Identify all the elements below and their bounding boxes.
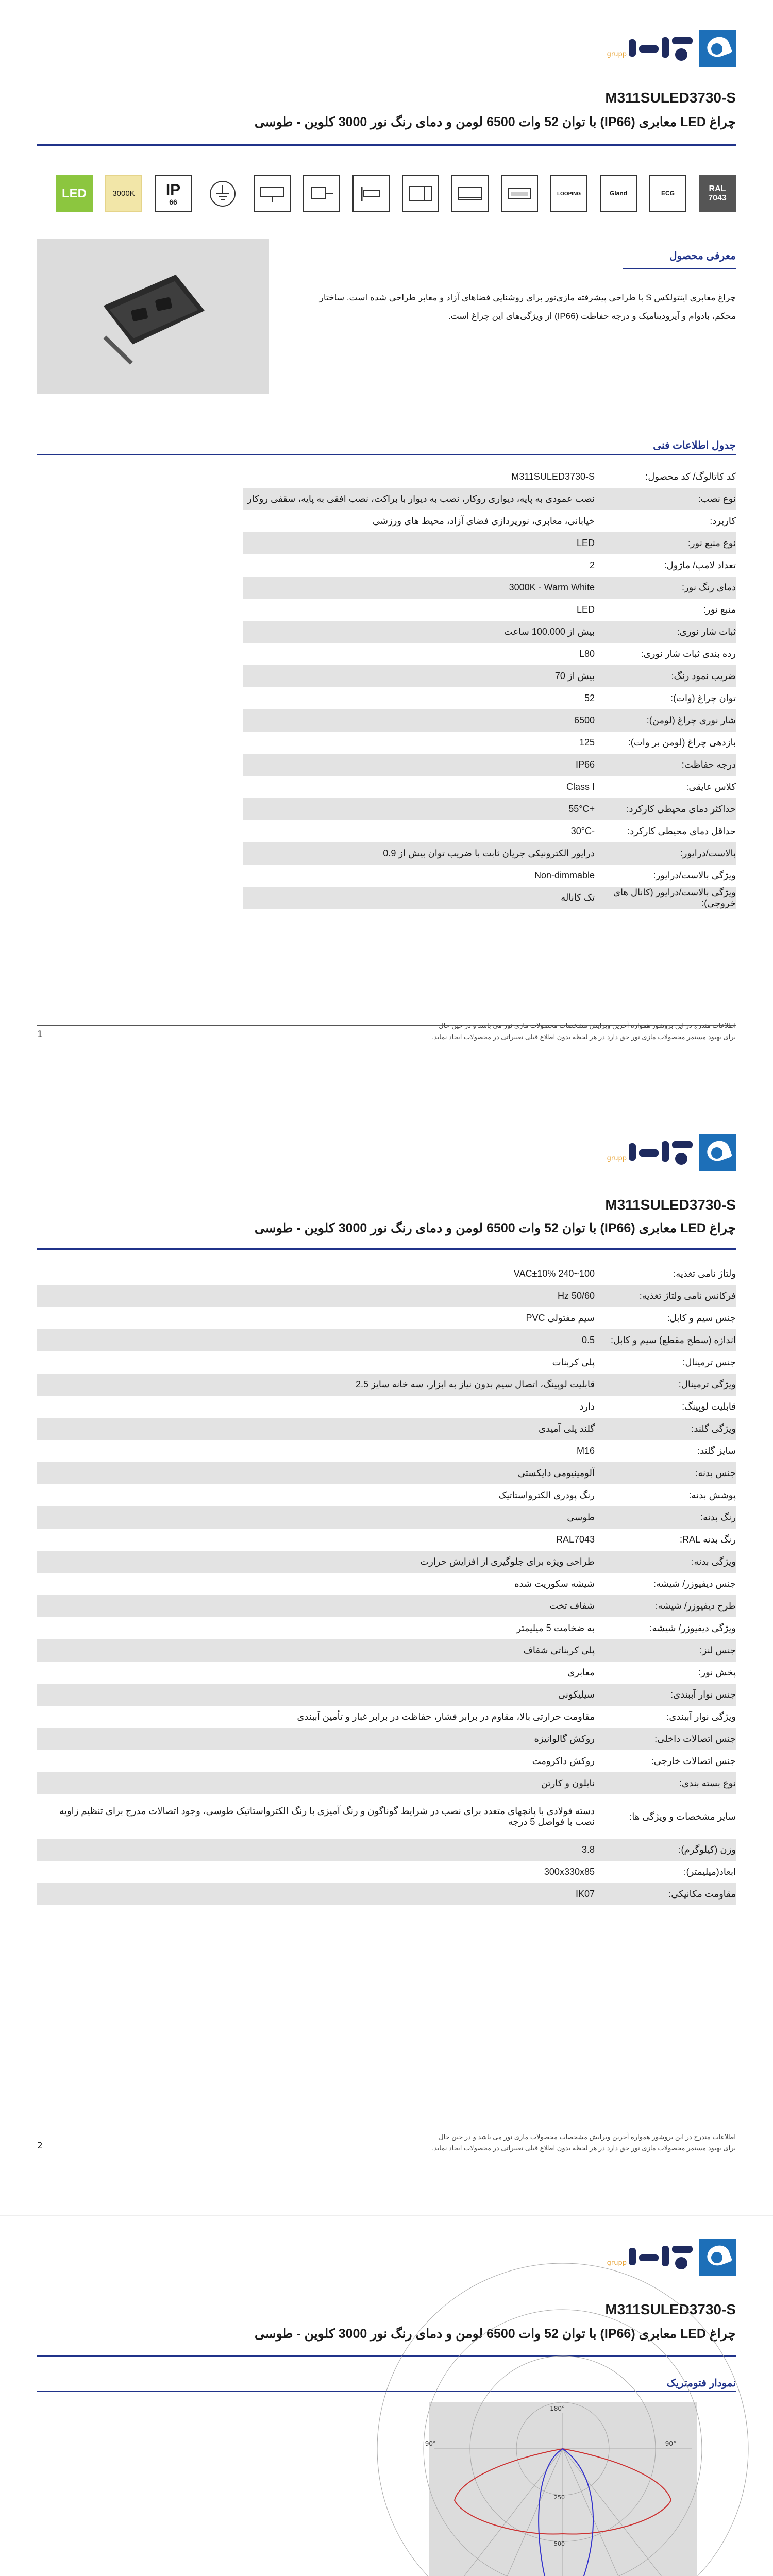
brand-logo [581,30,736,70]
spec-row [37,1684,736,1706]
spec-label: ولتاژ نامی تغذیه: [673,1268,736,1279]
title-divider [37,144,736,146]
spec-value: درایور الکترونیکی جریان ثابت با ضریب توان بیش از 0.9 [243,842,605,865]
spec-value: رنگ پودری الکترواستاتیک [498,1490,595,1500]
spec-label: رنگ بدنه RAL: [680,1534,736,1545]
spec-label: ویژگی گلند: [605,1418,736,1440]
spec-value: M16 [576,1446,595,1456]
spec-row [37,1662,736,1684]
spec-value: Class I [566,782,595,792]
spec-label: اندازه (سطح مقطع) سیم و کابل: [605,1329,736,1351]
spec-label: منبع نور: [703,604,736,615]
spec-value: نصب عمودی به پایه، دیواری روکار، نصب به دیوار با براکت، نصب افقی به پایه، سقفی روکار [243,488,605,510]
spec-label: نوع منبع نور: [605,532,736,554]
mount-ceiling-icon [451,175,489,212]
logo-tagline: grupp [607,2259,627,2267]
product-photo [37,239,269,394]
photometric-diagram [425,2402,697,2576]
spec-row [37,1506,736,1529]
ip-rating-badge: IP 66 [155,175,192,212]
spec-row [37,1329,736,1351]
spec-row [243,554,736,577]
spec-row [243,754,736,776]
spec-label: دمای رنگ نور: [605,577,736,599]
spec-row [243,865,736,887]
product-code: M311SULED3730-S [605,1197,736,1213]
spec-label: پخش نور: [698,1667,736,1677]
spec-label: وزن (کیلوگرم): [605,1839,736,1861]
spec-label: جنس لنز: [605,1639,736,1662]
spec-label: جنس سیم و کابل: [667,1313,736,1323]
spec-row [37,1772,736,1794]
logo-wordmark [626,1136,693,1169]
spec-value: 6500 [243,709,605,732]
class-i-earth-icon [204,175,241,212]
spec-row [243,887,736,909]
spec-value: 300x330x85 [544,1867,595,1877]
tech-heading: جدول اطلاعات فنی [653,440,736,451]
spec-row [243,643,736,665]
spec-value: +55°C [243,798,605,820]
spec-row [37,1794,736,1839]
spec-label: ویژگی بدنه: [605,1551,736,1573]
polar-label: 90° [425,2440,436,2447]
cct-badge: 3000K [105,175,142,212]
spec-label: نوع نصب: [605,488,736,510]
spec-label: کلاس عایقی: [686,782,736,792]
spec-row [243,488,736,510]
spec-row [37,1374,736,1396]
spec-value: IK07 [37,1883,605,1905]
spec-row [37,1307,736,1329]
spec-value: LED [576,604,595,615]
spec-value: -30°C [570,826,595,836]
polar-label: 250 [554,2494,565,2501]
spec-label: تعداد لامپ/ ماژول: [664,560,736,570]
logo-mark-icon [699,30,736,67]
spec-label: حداکثر دمای محیطی کارکرد: [605,798,736,820]
spec-label: ویژگی ترمینال: [605,1374,736,1396]
spec-label: رنگ بدنه: [605,1506,736,1529]
product-title: چراغ LED معابری (IP66) با توان 52 وات 6500 لومن و دمای رنگ نور 3000 کلوین - طوسی [254,1221,736,1235]
spec-value: L80 [579,649,595,659]
spec-row [243,798,736,820]
spec-row [37,1351,736,1374]
spec-label: جنس نوار آببندی: [605,1684,736,1706]
spec-label: پوشش بدنه: [688,1490,736,1500]
spec-row [243,709,736,732]
brand-logo [581,2239,736,2279]
spec-label: سایز گلند: [697,1446,736,1456]
spec-value: IP66 [243,754,605,776]
spec-label: طرح دیفیوزر/ شیشه: [605,1595,736,1617]
spec-value: 52 [584,693,595,703]
spec-row [37,1750,736,1772]
spec-label: ثبات شار نوری: [605,621,736,643]
brand-logo [581,1134,736,1174]
feature-badges [37,175,736,212]
spec-row [37,1706,736,1728]
page-3 [0,2215,773,2576]
spec-label: جنس ترمینال: [682,1357,736,1367]
spec-label: توان چراغ (وات): [670,693,736,703]
spec-row [243,687,736,709]
spec-label: جنس دیفیوزر/ شیشه: [653,1579,736,1589]
spec-row [243,820,736,842]
spec-row [37,1263,736,1285]
ecg-badge: ECG [649,175,686,212]
mount-bracket-icon [303,175,340,212]
spec-value: بیش از 70 [243,665,605,687]
title-divider [37,2355,736,2357]
spec-row [243,577,736,599]
spec-value: شفاف تخت [37,1595,605,1617]
spec-value: روکش گالوانیزه [37,1728,605,1750]
spec-row [37,1440,736,1462]
spec-value: 2 [589,560,595,570]
spec-value: سیم مفتولی PVC [526,1313,595,1323]
mount-wall-bracket-icon [501,175,538,212]
tech-divider [37,454,736,455]
spec-value: تک کاناله [243,887,605,909]
spec-label: رده بندی ثبات شار نوری: [641,649,736,659]
spec-value: 125 [579,737,595,748]
spec-row [37,1462,736,1484]
spec-value: 100~240 VAC±10% [513,1268,595,1279]
spec-row [243,532,736,554]
spec-row [37,1484,736,1506]
spec-label: بالاست/درایور: [605,842,736,865]
spec-value: پلی کربناتی شفاف [37,1639,605,1662]
spec-value: شیشه سکوریت شده [514,1579,595,1589]
spec-table-1 [243,466,736,909]
spec-value: 50/60 Hz [37,1285,605,1307]
spec-row [243,621,736,643]
logo-mark-icon [699,1134,736,1171]
spec-value: LED [243,532,605,554]
spec-label: فرکانس نامی ولتاژ تغذیه: [605,1285,736,1307]
mount-wall-icon [352,175,390,212]
spec-row [37,1861,736,1883]
logo-wordmark [626,2241,693,2274]
spec-label: کد کاتالوگ/ کد محصول: [645,471,736,482]
spec-label: ویژگی نوار آببندی: [666,1711,736,1722]
spec-label: بازدهی چراغ (لومن بر وات): [628,737,736,748]
spec-value: دسته فولادی با پانچهای متعدد برای نصب در شرایط گوناگون و رنگ آمیزی با رنگ الکترواستاتیک طوسی، وجود اتصالات مدرج برای تنظیم زاویه نصب با فواصل 5 درجه [59,1806,595,1827]
spec-label: ویژگی بالاست/درایور: [653,870,736,880]
mount-horizontal-pole-icon [402,175,439,212]
spec-value: خیابانی، معابری، نورپردازی فضای آزاد، محیط های ورزشی [372,516,595,526]
spec-row [243,466,736,488]
spec-label: مقاومت مکانیکی: [605,1883,736,1905]
led-badge: LED [56,175,93,212]
product-title: چراغ LED معابری (IP66) با توان 52 وات 6500 لومن و دمای رنگ نور 3000 کلوین - طوسی [254,2327,736,2341]
polar-label: 500 [554,2540,565,2547]
product-code: M311SULED3730-S [605,90,736,106]
spec-value: سیلیکونی [37,1684,605,1706]
spec-label: کاربرد: [710,516,736,526]
spec-value: به ضخامت 5 میلیمتر [516,1623,595,1633]
intro-underline [623,268,736,269]
spec-row [37,1639,736,1662]
spec-row [37,1883,736,1905]
spec-value: آلومینیومی دایکستی [37,1462,605,1484]
spec-row [37,1551,736,1573]
spec-row [37,1529,736,1551]
spec-row [37,1595,736,1617]
logo-wordmark [626,32,693,65]
polar-label: 180° [550,2405,565,2412]
spec-value: M311SULED3730-S [511,471,595,482]
spec-value: 0.5 [37,1329,605,1351]
polar-label: 90° [665,2440,676,2447]
spec-row [243,510,736,532]
spec-table-2 [37,1263,736,1905]
spec-label: جنس اتصالات داخلی: [605,1728,736,1750]
spec-value: طراحی ویژه برای جلوگیری از افزایش حرارت [37,1551,605,1573]
spec-value: بیش از 100.000 ساعت [243,621,605,643]
page-number: 1 [37,1029,43,1040]
spec-label: درجه حفاظت: [605,754,736,776]
spec-label: ضریب نمود رنگ: [605,665,736,687]
mount-pole-icon [254,175,291,212]
spec-value: Non-dimmable [534,870,595,880]
intro-heading: معرفی محصول [669,250,736,262]
spec-row [37,1573,736,1595]
logo-tagline: grupp [607,50,627,58]
spec-label: جنس بدنه: [605,1462,736,1484]
spec-row [37,1839,736,1861]
spec-row [37,1396,736,1418]
spec-row [243,665,736,687]
spec-row [37,1728,736,1750]
page-2 [0,1108,773,2215]
spec-label: نوع بسته بندی: [605,1772,736,1794]
product-title: چراغ LED معابری (IP66) با توان 52 وات 6500 لومن و دمای رنگ نور 3000 کلوین - طوسی [254,115,736,129]
title-divider [37,1248,736,1250]
spec-label: ابعاد(میلیمتر): [683,1867,736,1877]
spec-value: RAL7043 [556,1534,595,1545]
logo-tagline: grupp [607,1155,627,1162]
spec-row [37,1617,736,1639]
spec-row [37,1418,736,1440]
footer-note: اطلاعات مندرج در این بروشور همواره آخرین ویرایش مشخصات محصولات مازی نور می باشد و در حین حال برای بهبود مستمر محصولات مازی نور حق دارد در هر لحظه بدون اطلاع قبلی تغییراتی در محصولات ایجاد نماید. [432,1022,736,1041]
spec-label: قابلیت لوپینگ: [682,1401,736,1412]
spec-value: 3000K - Warm White [243,577,605,599]
spec-value: نایلون و کارتن [37,1772,605,1794]
spec-value: دارد [579,1401,595,1412]
spec-value: پلی کربنات [552,1357,595,1367]
intro-text: چراغ معابری اینتولکس S با طراحی پیشرفته مازی‌نور برای روشنایی فضاهای آزاد و معابر طراحی شده است. ساختار محکم، بادوام و آیرودینامیک و درجه حفاظت (IP66) از ویژگی‌های این چراغ است. [319,293,736,321]
spec-value: مقاومت حرارتی بالا، مقاوم در برابر فشار، حفاظت در برابر غبار و تأمین آببندی [297,1711,595,1722]
spec-label: جنس اتصالات خارجی: [651,1756,736,1766]
spec-row [243,842,736,865]
spec-value: روکش داکرومت [532,1756,595,1766]
page-number: 2 [37,2141,43,2151]
spec-value: معابری [567,1667,595,1677]
spec-row [243,732,736,754]
looping-badge: LOOPING [550,175,587,212]
spec-value: طوسی [37,1506,605,1529]
spec-label: ویژگی بالاست/درایور (کانال های خروجی): [605,887,736,909]
logo-mark-icon [699,2239,736,2276]
spec-label: شار نوری چراغ (لومن): [605,709,736,732]
page-1 [0,0,773,1108]
spec-label: سایر مشخصات و ویژگی ها: [629,1811,736,1822]
product-code: M311SULED3730-S [605,2301,736,2317]
gland-badge: Gland [600,175,637,212]
spec-row [37,1285,736,1307]
spec-row [243,599,736,621]
spec-label: حداقل دمای محیطی کارکرد: [627,826,736,836]
ral-badge: RAL 7043 [699,175,736,212]
spec-value: قابلیت لوپینگ، اتصال سیم بدون نیاز به ابزار، سه خانه سایز 2.5 [37,1374,605,1396]
spec-value: 3.8 [37,1839,605,1861]
photometric-heading: نمودار فتومتریک [666,2378,736,2389]
footer-note: اطلاعات مندرج در این بروشور همواره آخرین ویرایش مشخصات محصولات مازی نور می باشد و در حین حال برای بهبود مستمر محصولات مازی نور حق دارد در هر لحظه بدون اطلاع قبلی تغییراتی در محصولات ایجاد نماید. [432,2133,736,2152]
spec-label: ویژگی دیفیوزر/ شیشه: [649,1623,736,1633]
spec-row [243,776,736,798]
spec-value: گلند پلی آمیدی [37,1418,605,1440]
